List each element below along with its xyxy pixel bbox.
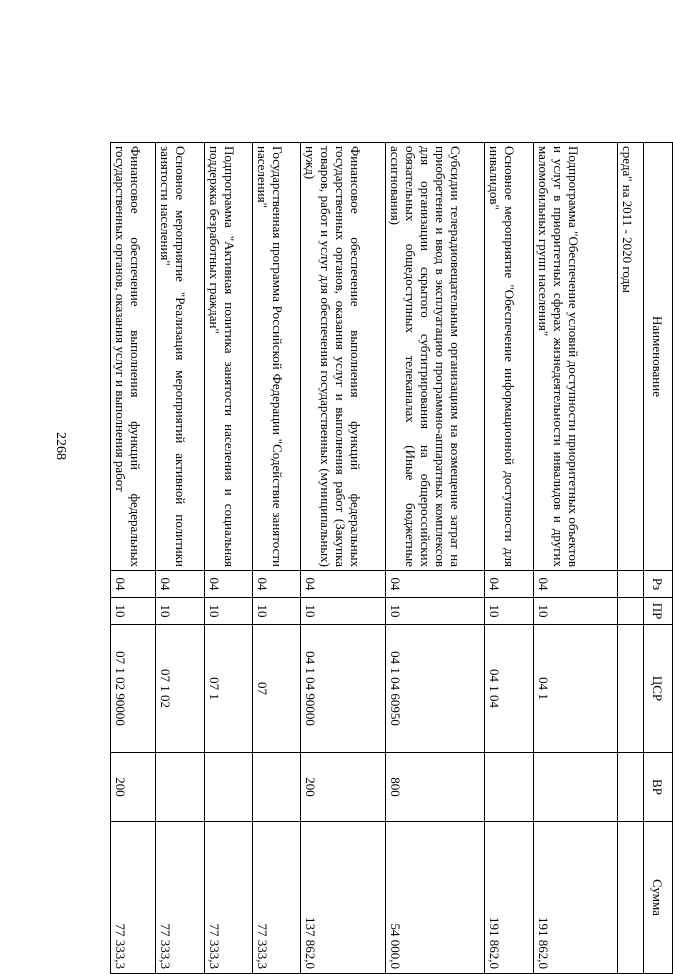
- row-name: Подпрограмма "Активная политика занятости населения и социальная поддержка безработных граждан": [205, 143, 253, 571]
- row-pr: 10: [253, 598, 301, 625]
- table-row: [111, 143, 156, 974]
- row-sum: [618, 822, 644, 974]
- row-sum: 77 333,3: [205, 822, 253, 974]
- row-sum: 191 862,0: [534, 822, 618, 974]
- row-rz: 04: [205, 571, 253, 598]
- row-csr: 04 1 04 60950: [386, 625, 485, 753]
- table-row: [301, 143, 386, 974]
- header-name: Наименование: [644, 143, 673, 571]
- row-rz: 04: [386, 571, 485, 598]
- row-pr: 10: [386, 598, 485, 625]
- row-name: Финансовое обеспечение выполнения функций федеральных государственных органов, оказания услуг и выполнения работ: [111, 143, 156, 571]
- table-row: [534, 143, 618, 974]
- row-csr: 04 1: [534, 625, 618, 753]
- row-vr: [205, 753, 253, 822]
- table-header-row: [644, 143, 673, 974]
- header-csr: ЦСР: [644, 625, 673, 753]
- row-pr: 10: [111, 598, 156, 625]
- table-row: [386, 143, 485, 974]
- header-rz: Рз: [644, 571, 673, 598]
- header-sum: Сумма: [644, 822, 673, 974]
- row-sum: 191 862,0: [485, 822, 534, 974]
- row-name: Финансовое обеспечение выполнения функций федеральных государственных органов, оказания услуг и выполнения работ (Закупка товаров, работ и услуг для обеспечения государственных (муниципальных) нужд): [301, 143, 386, 571]
- row-rz: 04: [534, 571, 618, 598]
- header-pr: ПР: [644, 598, 673, 625]
- row-vr: [534, 753, 618, 822]
- row-csr: 07: [253, 625, 301, 753]
- row-rz: [618, 571, 644, 598]
- row-sum: 77 333,3: [156, 822, 205, 974]
- table-row: [485, 143, 534, 974]
- table-row: [618, 143, 644, 974]
- row-pr: 10: [534, 598, 618, 625]
- page-number: 2268: [53, 432, 68, 460]
- row-csr: 07 1 02 90000: [111, 625, 156, 753]
- header-vr: ВР: [644, 753, 673, 822]
- row-rz: 04: [301, 571, 386, 598]
- row-csr: 07 1 02: [156, 625, 205, 753]
- row-name: среда" на 2011 - 2020 годы: [618, 143, 644, 571]
- row-csr: 04 1 04: [485, 625, 534, 753]
- row-vr: [156, 753, 205, 822]
- row-pr: 10: [205, 598, 253, 625]
- row-vr: 200: [301, 753, 386, 822]
- row-name: Подпрограмма "Обеспечение условий доступности приоритетных объектов и услуг в приоритетных сферах жизнедеятельности инвалидов и других маломобильных групп населения": [534, 143, 618, 571]
- row-rz: 04: [111, 571, 156, 598]
- row-rz: 04: [156, 571, 205, 598]
- row-pr: [618, 598, 644, 625]
- row-sum: 54 000,0: [386, 822, 485, 974]
- row-name: Субсидии телерадиовещательным организациям на возмещение затрат на приобретение и ввод в эксплуатацию программно-аппаратных комплексов для организации скрытого субтитрирования на общероссийских обязательных общедоступных телеканалах (Иные бюджетные ассигнования): [386, 143, 485, 571]
- row-pr: 10: [301, 598, 386, 625]
- row-sum: 77 333,3: [111, 822, 156, 974]
- row-name: Основное мероприятие "Обеспечение информационной доступности для инвалидов": [485, 143, 534, 571]
- row-vr: [618, 753, 644, 822]
- row-vr: [485, 753, 534, 822]
- rotated-page-content: [113, 142, 673, 973]
- table-row: [156, 143, 205, 974]
- row-vr: 800: [386, 753, 485, 822]
- row-csr: 07 1: [205, 625, 253, 753]
- budget-table: [110, 142, 673, 974]
- row-vr: [253, 753, 301, 822]
- row-vr: 200: [111, 753, 156, 822]
- row-csr: [618, 625, 644, 753]
- row-csr: 04 1 04 90000: [301, 625, 386, 753]
- row-pr: 10: [156, 598, 205, 625]
- row-sum: 77 333,3: [253, 822, 301, 974]
- row-rz: 04: [253, 571, 301, 598]
- table-row: [253, 143, 301, 974]
- row-pr: 10: [485, 598, 534, 625]
- row-name: Государственная программа Российской Федерации "Содействие занятости населения": [253, 143, 301, 571]
- table-row: [205, 143, 253, 974]
- row-rz: 04: [485, 571, 534, 598]
- row-name: Основное мероприятие "Реализация мероприятий активной политики занятости населения": [156, 143, 205, 571]
- row-sum: 137 862,0: [301, 822, 386, 974]
